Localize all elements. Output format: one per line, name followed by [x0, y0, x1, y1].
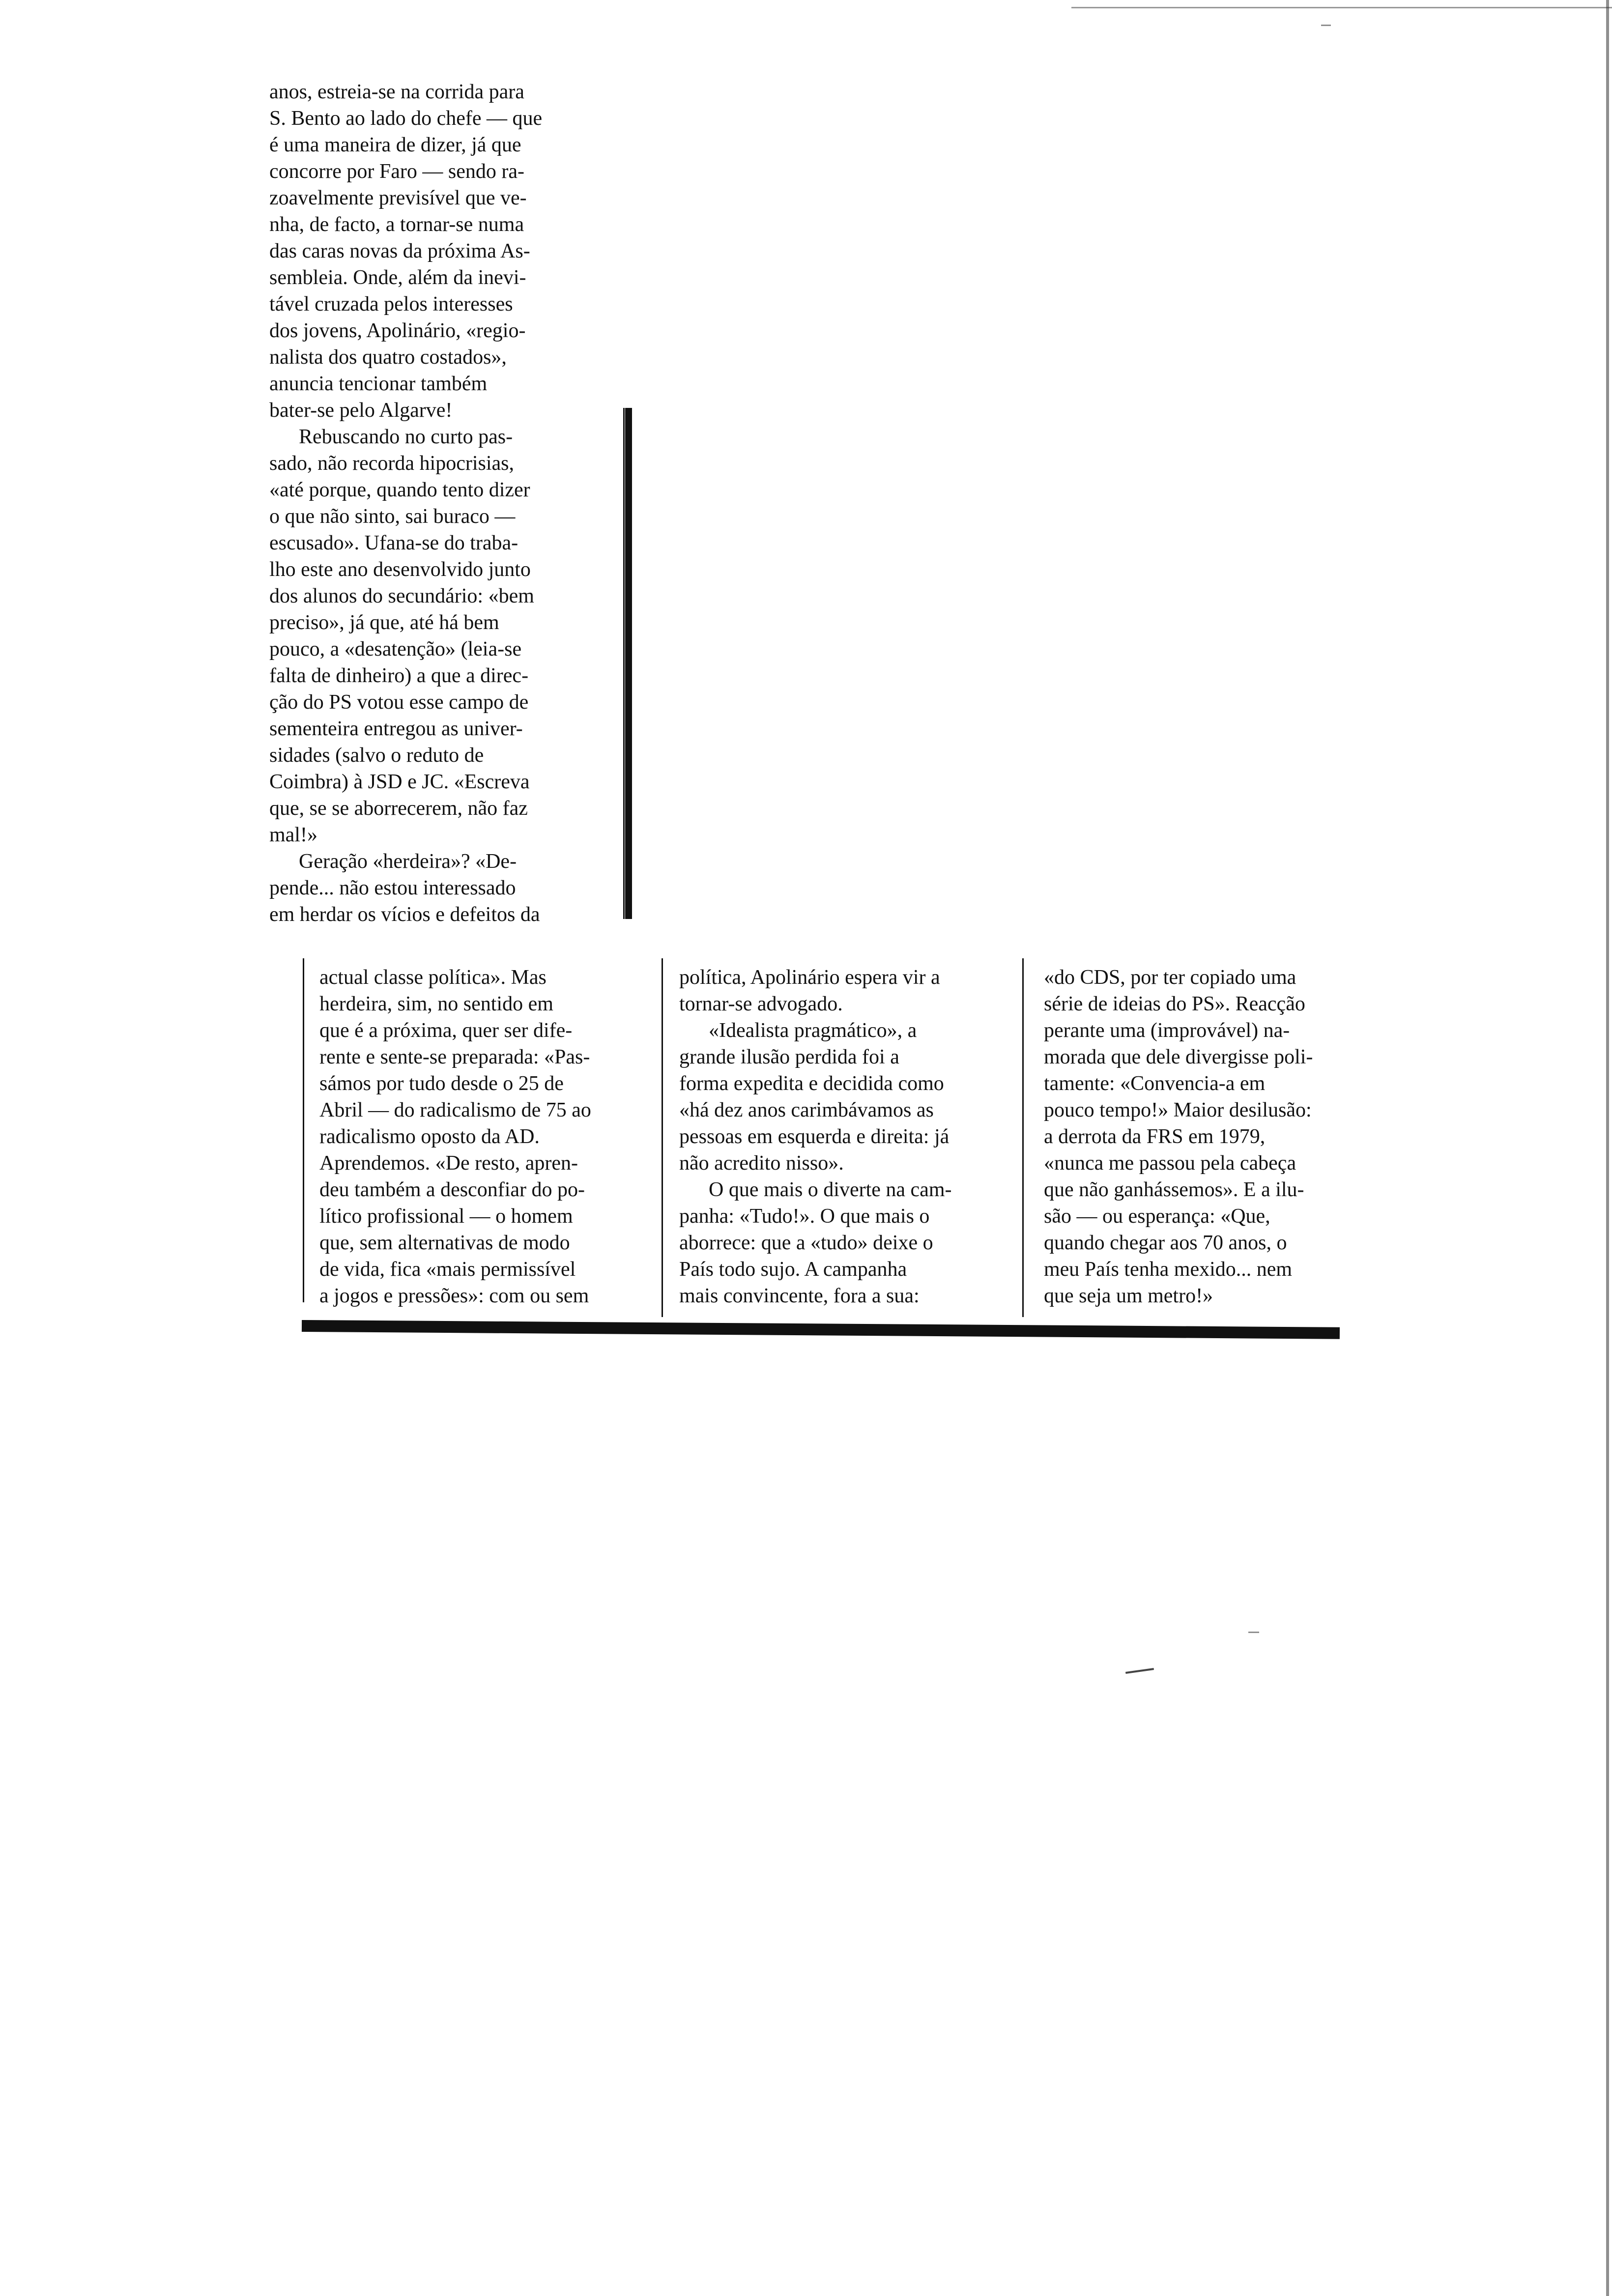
article-column-4 [1044, 964, 1363, 1309]
article-column-2 [319, 964, 639, 1309]
scan-mark-small [1248, 1632, 1259, 1633]
column-3-paragraph-1: política, Apolinário espera vir a tornar-se advogado. [679, 966, 940, 1015]
upper-column-thin-rule [623, 408, 625, 919]
article-column-3 [679, 964, 1004, 1309]
column-2-paragraph-1: actual classe política». Mas herdeira, sim, no sentido em que é a próxima, quer ser dife- rente e sente-se preparada: «Pas- sámos por tudo desde o 25 de Abril — do radicalismo de 75 ao radicalismo oposto da AD. Aprendemos. «De resto, apren- deu também a desconfiar do po- lítico profissional — o homem que, sem alternativas de modo de vida, fica «mais permissível a jogos e pressões»: com ou sem [319, 966, 591, 1307]
article-column-1 [269, 79, 604, 928]
column-4-paragraph-1: «do CDS, por ter copiado uma série de ideias do PS». Reacção perante uma (improvável) na- morada que dele divergisse poli- tamente: «Convencia-a em pouco tempo!» Maior desilusão: a derrota da FRS em 1979, «nunca me passou pela cabeça que não ganhássemos». E a ilu- são — ou esperança: «Que, quando chegar aos 70 anos, o meu País tenha mexido... nem que seja um metro!» [1044, 966, 1313, 1307]
scan-edge-top [1071, 7, 1612, 8]
scan-mark [1125, 1668, 1154, 1674]
column-1-paragraph-3: Geração «herdeira»? «De- pende... não estou interessado em herdar os vícios e defeitos da [269, 850, 540, 926]
bottom-rule [302, 1320, 1340, 1339]
column-3-paragraph-3: O que mais o diverte na cam- panha: «Tudo!». O que mais o aborrece: que a «tudo» deixe o País todo sujo. A campanha mais convincente, fora a sua: [679, 1178, 952, 1307]
column-divider-left [303, 958, 304, 1302]
column-divider-2 [1022, 958, 1024, 1317]
column-divider-1 [662, 958, 663, 1317]
scan-edge-right [1606, 0, 1609, 2296]
upper-column-rule [625, 408, 632, 919]
column-1-paragraph-1: anos, estreia-se na corrida para S. Bento ao lado do chefe — que é uma maneira de dizer, já que concorre por Faro — sendo ra- zoavelmente previsível que ve- nha, de facto, a tornar-se numa das caras novas da próxima As- sembleia. Onde, além da inevi- tável cruzada pelos interesses dos jovens, Apolinário, «regio- nalista dos quatro costados», anuncia tencionar também bater-se pelo Algarve! [269, 81, 543, 422]
column-1-paragraph-2: Rebuscando no curto pas- sado, não recorda hipocrisias, «até porque, quando tento dizer o que não sinto, sai buraco — escusado». Ufana-se do traba- lho este ano desenvolvido junto dos alunos do secundário: «bem preciso», já que, até há bem pouco, a «desatenção» (leia-se falta de dinheiro) a que a direc- ção do PS votou esse campo de sementeira entregou as univer- sidades (salvo o reduto de Coimbra) à JSD e JC. «Escreva que, se se aborrecerem, não faz mal!» [269, 426, 534, 846]
column-3-paragraph-2: «Idealista pragmático», a grande ilusão perdida foi a forma expedita e decidida como «há dez anos carimbávamos as pessoas em esquerda e direita: já não acredito nisso». [679, 1019, 950, 1175]
scan-mark-top [1321, 25, 1331, 26]
